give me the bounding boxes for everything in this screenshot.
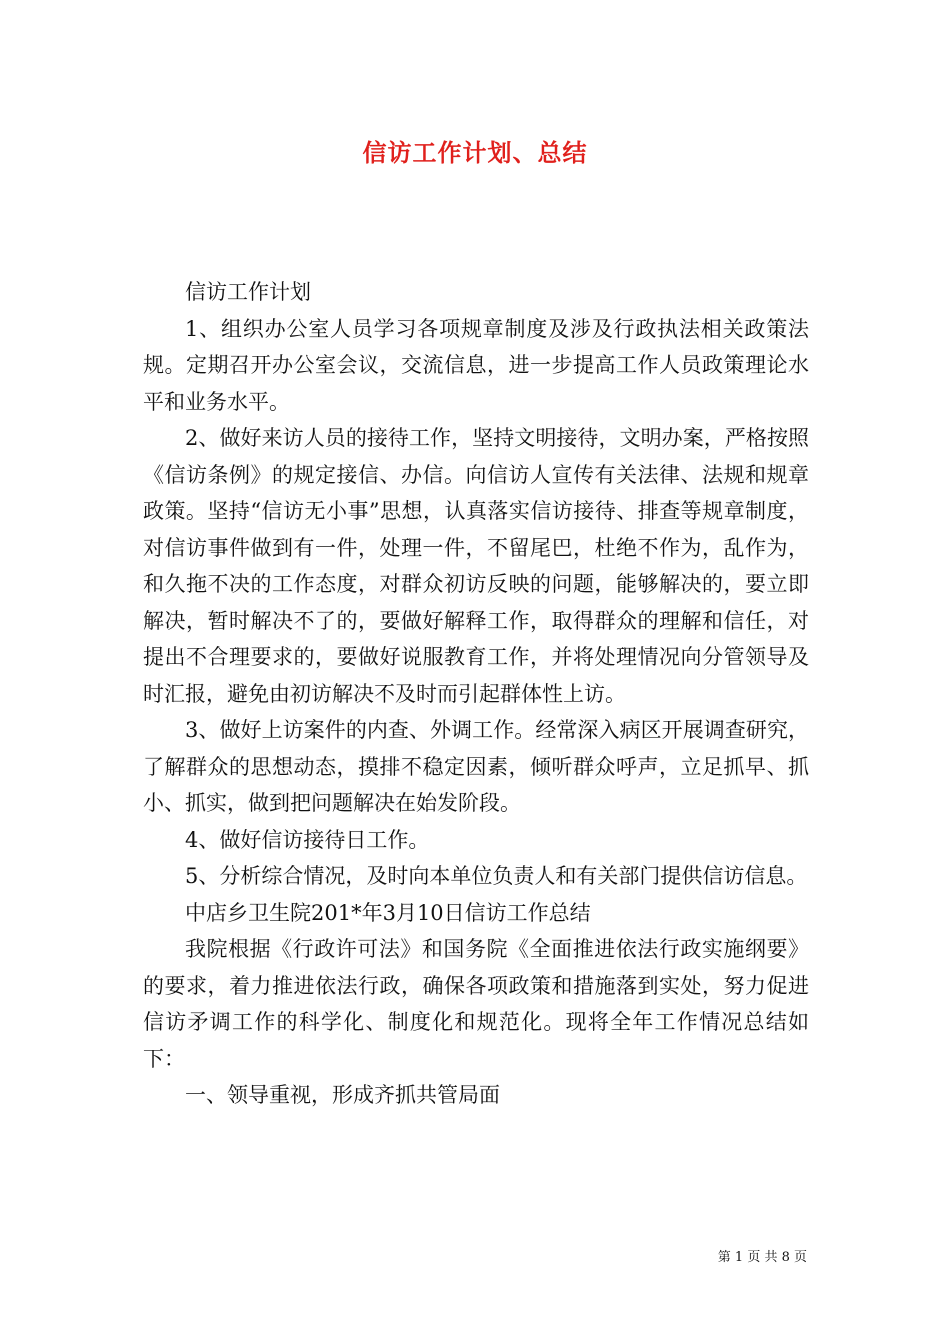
paragraph-plan-heading: 信访工作计划 — [185, 280, 311, 304]
document-body — [143, 274, 809, 1114]
page-number: 第 1 页 共 8 页 — [717, 1250, 807, 1265]
paragraph-section-1-heading: 一、领导重视，形成齐抓共管局面 — [185, 1083, 500, 1107]
paragraph-item-1: 1、组织办公室人员学习各项规章制度及涉及行政执法相关政策法规。定期召开办公室会议，交流信息，进一步提高工作人员政策理论水平和业务水平。 — [143, 316, 809, 414]
paragraph-item-4: 4、做好信访接待日工作。 — [185, 827, 430, 852]
paragraph-item-3: 3、做好上访案件的内查、外调工作。经常深入病区开展调查研究，了解群众的思想动态，摸排不稳定因素，倾听群众呼声，立足抓早、抓小、抓实，做到把问题解决在始发阶段。 — [143, 718, 809, 815]
paragraph-item-2: 2、做好来访人员的接待工作，坚持文明接待，文明办案，严格按照《信访条例》的规定接信、办信。向信访人宣传有关法律、法规和规章政策。坚持“信访无小事”思想，认真落实信访接待、排查等规章制度，对信访事件做到有一件，处理一件，不留尾巴，杜绝不作为，乱作为，和久拖不决的工作态度，对群众初访反映的问题，能够解决的，要立即解决，暂时解决不了的，要做好解释工作，取得群众的理解和信任，对提出不合理要求的，要做好说服教育工作，并将处理情况向分管领导及时汇报，避免由初访解决不及时而引起群体性上访。 — [143, 426, 809, 706]
paragraph-summary-intro: 我院根据《行政许可法》和国务院《全面推进依法行政实施纲要》的要求，着力推进依法行政，确保各项政策和措施落到实处，努力促进信访矛调工作的科学化、制度化和规范化。现将全年工作情况总结如下： — [143, 937, 809, 1071]
paragraph-summary-heading: 中店乡卫生院201*年3月10日信访工作总结 — [185, 900, 591, 925]
document-title: 信访工作计划、总结 — [362, 138, 588, 167]
paragraph-item-5: 5、分析综合情况，及时向本单位负责人和有关部门提供信访信息。 — [185, 864, 808, 888]
